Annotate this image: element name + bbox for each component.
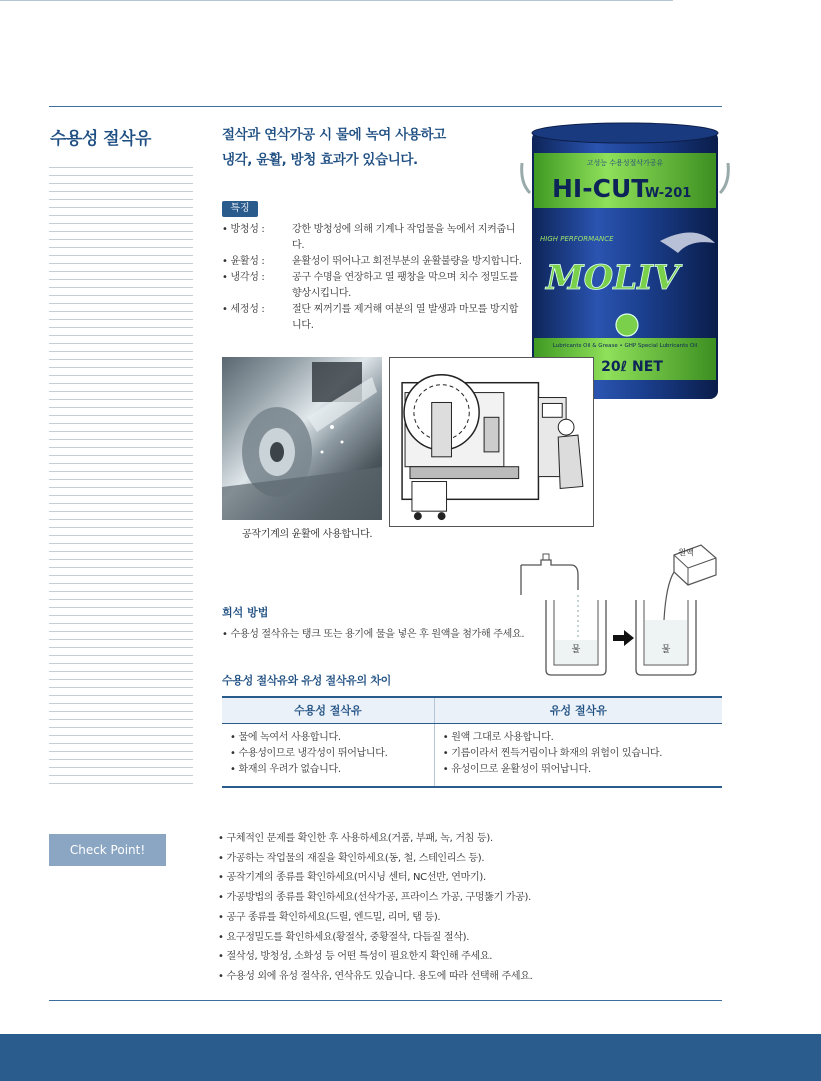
can-volume: 20ℓ NET [601,359,663,375]
section-divider [0,0,673,1]
can-performance: HIGH PERFORMANCE [540,235,614,243]
list-item: • 수용성이므로 냉각성이 뛰어납니다. [230,747,388,759]
can-label-top: 고성능 수용성절삭가공유 [586,159,664,167]
feature-item-lubrication [222,254,522,270]
can-bottom-band: Lubricants Oil & Grease • GHP Special Lubricants Oil [552,343,698,349]
table-row [222,723,722,787]
list-item: • 기름이라서 찐득거림이나 화재의 위험이 있습니다. [442,747,663,759]
list-item: • 화재의 우려가 없습니다. [230,763,341,775]
list-item: • 구체적인 문제를 확인한 후 사용하세요(거품, 부패, 녹, 거침 등). [218,833,493,844]
feature-key: • 세정성 : [222,304,265,315]
side-decorative-lines [49,167,193,787]
column-header-water-soluble: 수용성 절삭유 [222,697,434,723]
table-header-row [222,697,722,723]
features-list [222,222,522,334]
can-product-name: HI-CUT [552,174,649,203]
list-item: • 요구정밀도를 확인하세요(황절삭, 중황절삭, 다듬질 절삭). [218,931,470,943]
page-title: 수용성 절삭유 [50,129,151,149]
comparison-table [222,696,722,788]
list-item: • 물에 녹여서 사용합니다. [230,731,341,743]
list-item: • 수용성 외에 유성 절삭유, 연삭유도 있습니다. 용도에 따라 선택해 주세요. [218,970,533,982]
footer-bar [0,1034,821,1081]
water-label-right: 물 [661,645,671,655]
features-badge: 특징 [222,201,258,217]
oil-based-cell [434,723,722,787]
list-item: • 가공하는 작업물의 재질을 확인하세요(동, 철, 스테인리스 등). [218,852,485,864]
dilution-title: 희석 방법 [222,606,269,619]
list-item: • 절삭성, 방청성, 소화성 등 어떤 특성이 필요한지 확인해 주세요. [218,951,493,963]
list-item: • 공구 종류를 확인하세요(드릴, 엔드밀, 리머, 탭 등). [218,911,441,923]
feature-key: • 윤활성 : [222,256,265,267]
feature-item-cleaning [222,302,522,334]
feature-key: • 방청성 : [222,224,265,235]
list-item: • 가공방법의 종류를 확인하세요(선삭가공, 프라이스 가공, 구멍뚫기 가공). [218,892,532,904]
feature-item-cooling [222,270,522,302]
can-brand-logo: MOLIV [546,258,680,298]
feature-text: 윤활성이 뛰어나고 회전부분의 윤활불량을 방지합니다. [292,256,522,267]
feature-text: 절단 찌꺼기를 제거해 여분의 열 발생과 마모를 방지합니다. [292,304,519,331]
photo-caption: 공작기계의 윤활에 사용합니다. [242,529,373,540]
check-point-button[interactable]: Check Point! [49,834,166,866]
water-label-left: 물 [571,645,581,655]
list-item: • 공작기계의 종류를 확인하세요(머시닝 센터, NC선반, 연마기). [218,872,486,884]
feature-text: 강한 방청성에 의해 기계나 작업물을 녹에서 지켜줍니다. [292,224,516,251]
headline-line-1: 절삭과 연삭가공 시 물에 녹여 사용하고 [222,127,446,143]
feature-item-rust-prevention [222,222,522,254]
top-divider [49,106,722,107]
column-header-oil-based: 유성 절삭유 [434,697,722,723]
dilution-diagram [516,540,721,680]
headline-line-2: 냉각, 윤활, 방청 효과가 있습니다. [222,152,418,168]
dilution-text: • 수용성 절삭유는 탱크 또는 용기에 물을 넣은 후 원액을 첨가해 주세요. [222,629,525,640]
list-item: • 유성이므로 윤활성이 뛰어납니다. [442,763,591,775]
list-item: • 원액 그대로 사용합니다. [442,731,554,743]
can-model: W-201 [645,186,692,201]
concentrate-label: 원액 [678,548,694,557]
feature-key: • 냉각성 : [222,272,265,283]
machining-photo [222,357,382,520]
comparison-title: 수용성 절삭유와 유성 절삭유의 차이 [222,674,392,687]
headline [222,123,446,173]
machining-photo-art [222,357,382,520]
water-soluble-cell [222,723,434,787]
cnc-machine-illustration [389,357,594,527]
feature-text: 공구 수명을 연장하고 열 팽창을 막으며 치수 정밀도를 향상시킵니다. [292,272,519,299]
bottom-divider [49,1000,722,1001]
checkpoint-list [218,829,532,987]
